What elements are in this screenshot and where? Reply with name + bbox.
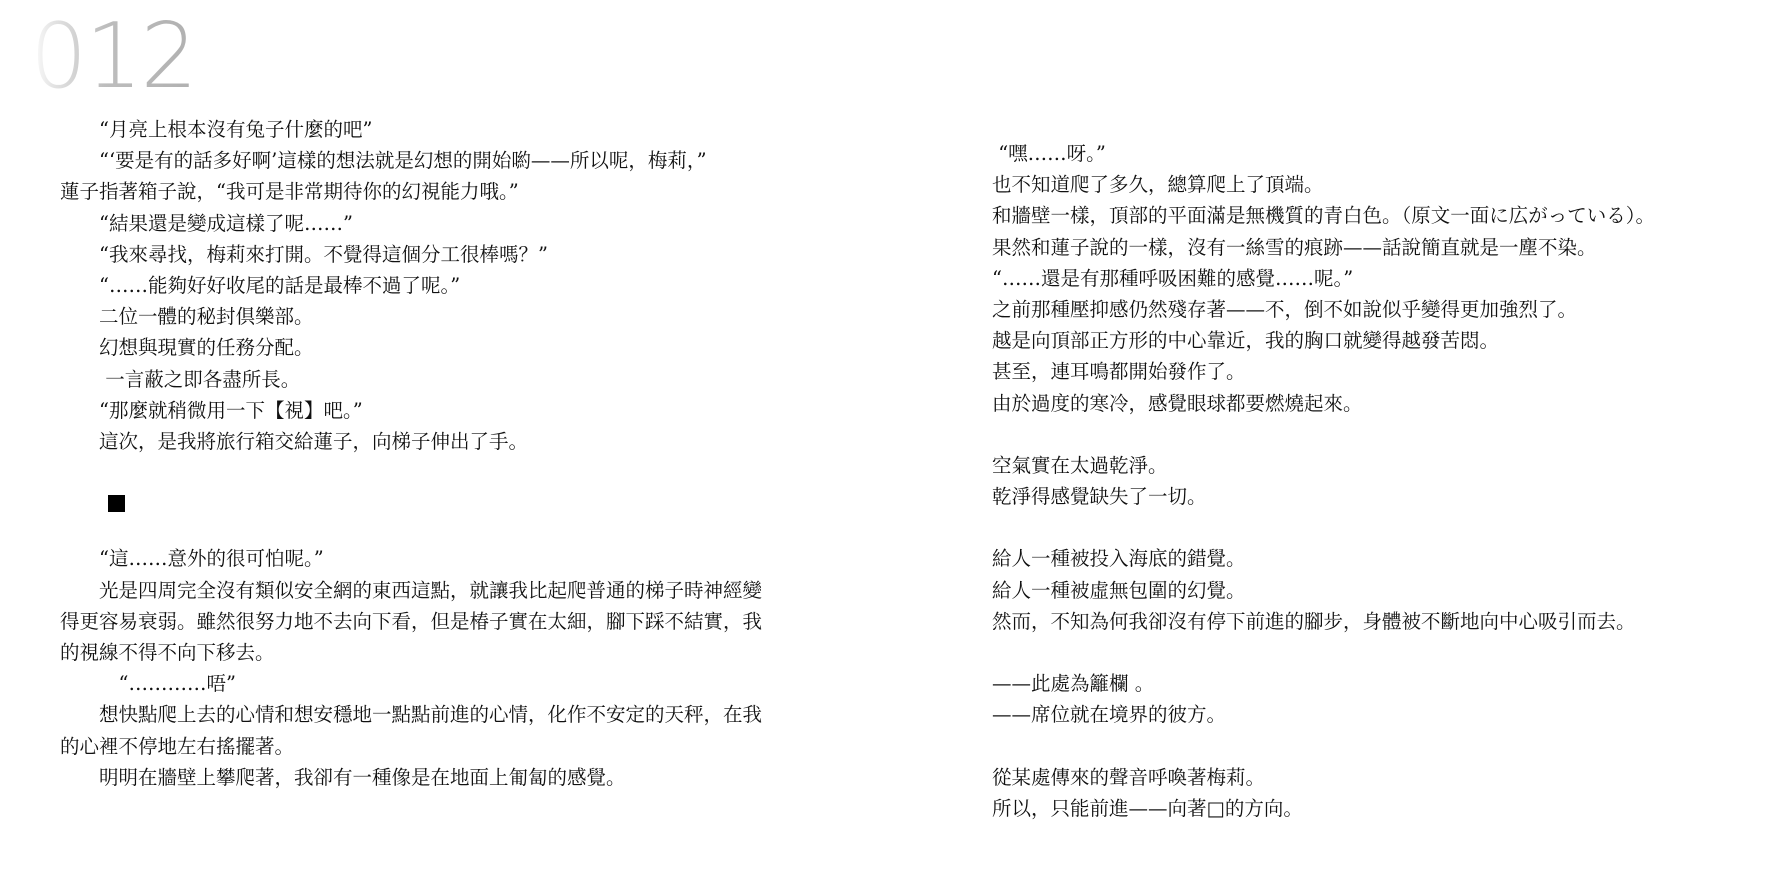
text-line: “嘿……呀。” xyxy=(992,142,1106,165)
text-line: 想快點爬上去的心情和想安穩地一點點前進的心情，化作不安定的天秤，在我 xyxy=(60,703,763,727)
text-line: “那麼就稍微用一下【視】吧。” xyxy=(60,398,363,422)
text-line: 這次，是我將旅行箱交給蓮子，向梯子伸出了手。 xyxy=(60,429,529,453)
text-line: ——席位就在境界的彼方。 xyxy=(992,703,1227,727)
text-line: 明明在牆壁上攀爬著，我卻有一種像是在地面上匍匐的感覺。 xyxy=(60,765,626,789)
text-line: 空氣實在太過乾淨。 xyxy=(992,453,1168,477)
text-line: ——此處為籬欄 。 xyxy=(992,672,1155,696)
blank-line xyxy=(992,419,1762,450)
text-line: 乾淨得感覺缺失了一切。 xyxy=(992,485,1207,509)
text-line: 二位一體的秘封倶樂部。 xyxy=(60,305,314,329)
text-line: “這……意外的很可怕呢。” xyxy=(60,547,324,571)
text-line: “我來尋找，梅莉來打開。不覺得這個分工很棒嗎？” xyxy=(60,242,548,266)
text-line: 光是四周完全沒有類似安全網的東西這點，就讓我比起爬普通的梯子時神經變 xyxy=(60,578,763,602)
blank-line xyxy=(992,637,1762,668)
blank-line xyxy=(60,457,836,488)
text-line: 蓮子指著箱子說，“我可是非常期待你的幻視能力哦。” xyxy=(60,180,519,204)
text-line: 給人一種被虛無包圍的幻覺。 xyxy=(992,578,1246,602)
text-line: 和牆壁一樣，頂部的平面滿是無機質的青白色。（原文一面に広がっている）。 xyxy=(992,204,1656,228)
text-line: 甚至，連耳鳴都開始發作了。 xyxy=(992,360,1246,384)
text-line: “……還是有那種呼吸困難的感覺……呢。” xyxy=(992,266,1354,290)
text-line: “月亮上根本沒有兔子什麼的吧” xyxy=(60,118,373,141)
section-break-square-icon xyxy=(108,495,125,512)
right-column xyxy=(992,138,1762,824)
text-line: 幻想與現實的任務分配。 xyxy=(60,336,314,360)
text-line: 一言蔽之即各盡所長。 xyxy=(60,367,301,391)
page-number: 012 xyxy=(30,4,196,109)
text-line: 也不知道爬了多久，總算爬上了頂端。 xyxy=(992,173,1324,197)
text-line: “結果還是變成這樣了呢……” xyxy=(60,211,353,235)
text-line: 得更容易衰弱。雖然很努力地不去向下看，但是椿子實在太細，腳下踩不結實，我 xyxy=(60,609,763,633)
blank-line xyxy=(992,731,1762,762)
text-line: 之前那種壓抑感仍然殘存著——不，倒不如說似乎變得更加強烈了。 xyxy=(992,297,1578,321)
text-line: “‘要是有的話多好啊’這樣的想法就是幻想的開始喲——所以呢，梅莉，” xyxy=(60,149,707,173)
text-line: 給人一種被投入海底的錯覺。 xyxy=(992,547,1246,571)
text-line: 的心裡不停地左右搖擺著。 xyxy=(60,734,295,758)
left-column xyxy=(60,114,836,793)
text-line: “…………唔” xyxy=(60,672,236,696)
text-line: 然而，不知為何我卻沒有停下前進的腳步，身體被不斷地向中心吸引而去。 xyxy=(992,609,1636,633)
text-line: 果然和蓮子說的一樣，沒有一絲雪的痕跡——話說簡直就是一塵不染。 xyxy=(992,235,1597,259)
text-line: 所以，只能前進——向著□的方向。 xyxy=(992,796,1303,820)
text-line: 由於過度的寒冷，感覺眼球都要燃燒起來。 xyxy=(992,391,1363,415)
text-line: 的視線不得不向下移去。 xyxy=(60,641,275,664)
text-line: 從某處傳來的聲音呼喚著梅莉。 xyxy=(992,765,1266,789)
text-line: 越是向頂部正方形的中心靠近，我的胸口就變得越發苦悶。 xyxy=(992,329,1500,353)
blank-line xyxy=(992,512,1762,543)
text-line: “……能夠好好收尾的話是最棒不過了呢。” xyxy=(60,273,461,297)
blank-line xyxy=(60,512,836,543)
